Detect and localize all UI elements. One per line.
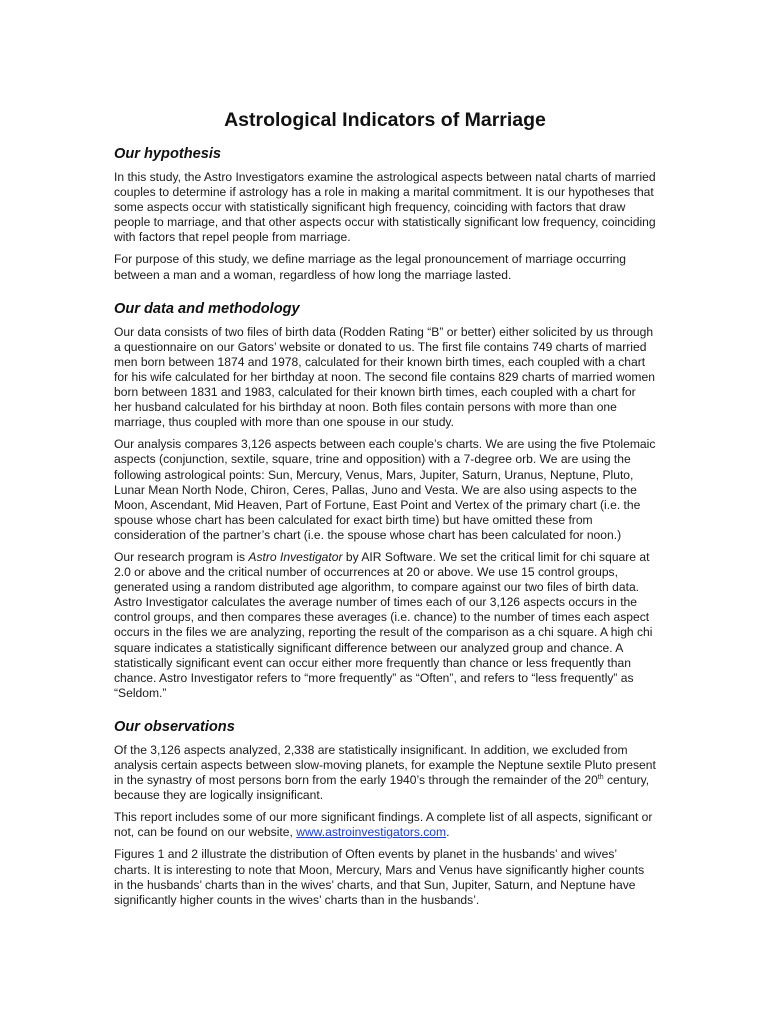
- document-title: Astrological Indicators of Marriage: [224, 109, 546, 131]
- methodology-paragraph-3: [114, 550, 656, 701]
- observations-paragraph-2: [114, 810, 656, 840]
- observations-p1-text-before: Of the 3,126 aspects analyzed, 2,338 are statistically insignificant. In addition, we excluded from analysis certain aspects between slow-moving planets, for example the Neptune sextile Pluto present in the synastry of most persons born from the early 1940’s through the remainder of the 20: [114, 742, 656, 788]
- observations-paragraph-1: [114, 743, 656, 803]
- section-heading-hypothesis: Our hypothesis: [114, 146, 222, 162]
- document-page: [114, 108, 656, 915]
- website-link[interactable]: www.astroinvestigators.com: [296, 825, 447, 840]
- program-name-emphasis: Astro Investigator: [248, 549, 343, 564]
- methodology-paragraph-1: Our data consists of two files of birth data (Rodden Rating “B” or better) either solicited by us through a questionnaire on our Gators’ website or donated to us. The first file contains 749 charts of married men born between 1874 and 1978, calculated for their known birth times, each coupled with a chart for his wife calculated for her birthday at noon. The second file contains 829 charts of married women born between 1831 and 1983, calculated for their known birth times, each coupled with a chart for her husband calculated for his birthday at noon. Both files contain persons with more than one marriage, thus coupled with more than one spouse in our study.: [114, 324, 655, 430]
- methodology-p3-text-before: Our research program is: [114, 549, 249, 564]
- methodology-p3-text-after: by AIR Software. We set the critical limit for chi square at 2.0 or above and the critical number of occurrences at 20 or above. We use 15 control groups, generated using a random distributed age algorithm, to compare against our two files of birth data. Astro Investigator calculates the average number of times each of our 3,126 aspects occurs in the control groups, and then compares these averages (i.e. chance) to the number of times each aspect occurs in the files we are analyzing, reporting the result of the comparison as a chi square. A high chi square indicates a statistically significant difference between our analyzed group and chance. A statistically significant event can occur either more frequently than chance or less frequently than chance. Astro Investigator refers to “more frequently” as “Often”, and refers to “less frequently” as “Seldom.”: [114, 549, 653, 700]
- ordinal-superscript: th: [597, 774, 604, 782]
- observations-p2-text-after: .: [446, 825, 450, 840]
- section-spacer: [114, 708, 656, 717]
- hypothesis-paragraph-1: In this study, the Astro Investigators examine the astrological aspects between natal charts of married couples to determine if astrology has a role in making a marital commitment. It is our hypotheses that some aspects occur with statistically significant high frequency, coinciding with factors that draw people to marriage, and that other aspects occur with statistically significant low frequency, coinciding with factors that repel people from marriage.: [114, 170, 656, 245]
- observations-paragraph-3: Figures 1 and 2 illustrate the distribution of Often events by planet in the husbands’ and wives’ charts. It is interesting to note that Moon, Mercury, Mars and Venus have significantly higher counts in the husbands’ charts than in the wives’ charts, and that Sun, Jupiter, Saturn, and Neptune have significantly higher counts in the wives’ charts than in the husbands’.: [114, 847, 645, 907]
- hypothesis-paragraph-2: For purpose of this study, we define marriage as the legal pronouncement of marriage occurring between a man and a woman, regardless of how long the marriage lasted.: [114, 252, 627, 282]
- section-spacer: [114, 290, 656, 299]
- observations-p2-text-before: This report includes some of our more significant findings. A complete list of all aspects, significant or not, can be found on our website,: [114, 810, 653, 840]
- section-heading-methodology: Our data and methodology: [114, 300, 300, 317]
- observations-p1-text-after: century, because they are logically insignificant.: [114, 773, 650, 803]
- methodology-paragraph-2: Our analysis compares 3,126 aspects between each couple’s charts. We are using the five Ptolemaic aspects (conjunction, sextile, square, trine and opposition) with a 7-degree orb. We are using the following astrological points: Sun, Mercury, Venus, Mars, Jupiter, Saturn, Uranus, Neptune, Pluto, Lunar Mean North Node, Chiron, Ceres, Pallas, Juno and Vesta. We are also using aspects to the Moon, Ascendant, Mid Heaven, Part of Fortune, East Point and Vertex of the primary chart (i.e. the spouse whose chart has been calculated for exact birth time) but have omitted these from consideration of the partner’s chart (i.e. the spouse whose chart has been calculated for noon.): [114, 437, 656, 542]
- section-heading-observations: Our observations: [114, 718, 235, 735]
